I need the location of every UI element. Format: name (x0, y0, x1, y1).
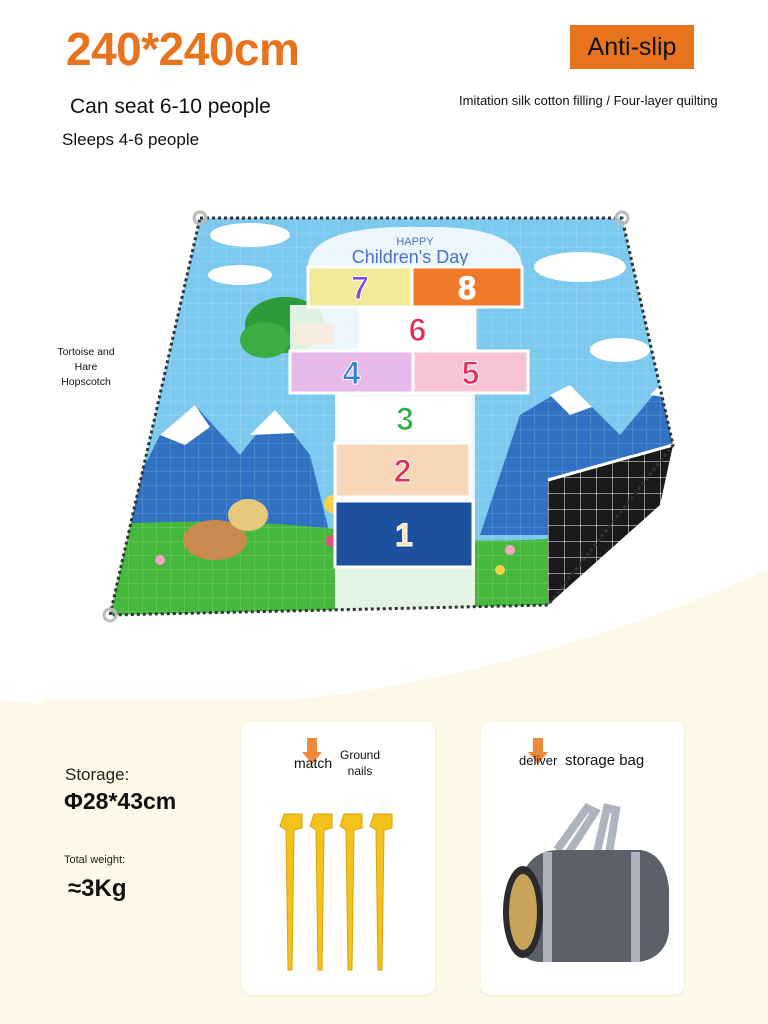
storage-bag-icon (499, 802, 671, 972)
storage-bag-label: storage bag (565, 752, 645, 769)
hopscotch-number: 1 (395, 517, 413, 553)
filling-description: Imitation silk cotton filling / Four-layer quilting (459, 93, 718, 108)
ground-nails-card (242, 722, 435, 994)
banner-happy: HAPPY (396, 236, 434, 248)
hopscotch-number: 5 (461, 355, 480, 391)
storage-bag-card (481, 722, 684, 994)
deliver-tag: deliver (519, 753, 558, 768)
sleep-capacity: Sleeps 4-6 people (62, 130, 200, 149)
storage-label: Storage: (65, 765, 130, 784)
hopscotch-number: 2 (393, 453, 412, 489)
hopscotch-number: 6 (408, 312, 427, 348)
hopscotch-number: 7 (351, 270, 369, 306)
ground-nail-icon (272, 808, 402, 973)
hopscotch-number: 8 (458, 270, 476, 306)
banner-childrens-day: Children's Day (351, 247, 469, 267)
size-title: 240*240cm (66, 23, 300, 75)
hopscotch-number: 4 (342, 355, 361, 391)
weight-value: ≈3Kg (68, 875, 127, 902)
weight-label: Total weight: (64, 854, 126, 866)
ground-nails-label: Ground nails (340, 748, 381, 778)
mat-theme-label: Tortoise and Hare Hopscotch (57, 346, 115, 388)
play-mat-image (100, 205, 680, 635)
hopscotch-number: 3 (396, 401, 414, 437)
storage-value: Φ28*43cm (64, 788, 177, 814)
anti-slip-badge: Anti-slip (570, 25, 694, 69)
seat-capacity: Can seat 6-10 people (70, 95, 271, 118)
match-tag: match (294, 755, 333, 771)
